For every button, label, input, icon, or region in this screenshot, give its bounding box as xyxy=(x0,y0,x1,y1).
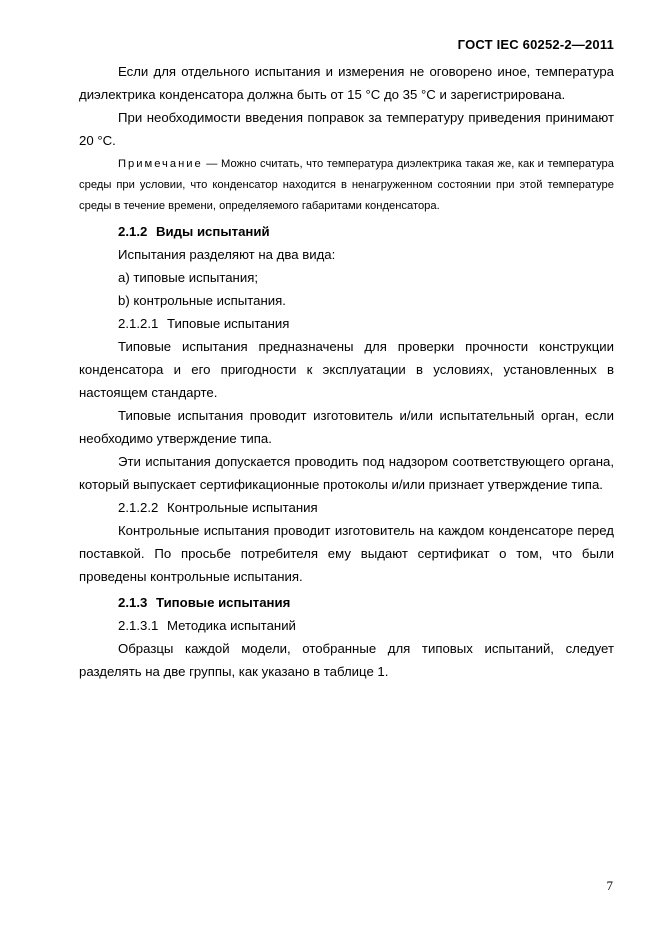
paragraph-temperature: Если для отдельного испытания и измерения не оговорено иное, температура диэлектрика конденсатора должна быть от 15 °С до 35 °С и зарегистрирована. xyxy=(79,64,614,102)
subsection-number: 2.1.3.1 xyxy=(118,618,159,633)
section-number: 2.1.2 xyxy=(118,224,148,239)
section-title: Виды испытаний xyxy=(156,224,270,239)
paragraph-type-tests-performer: Типовые испытания проводит изготовитель и/или испытательный орган, если необходимо утверждение типа. xyxy=(79,408,614,446)
section-heading-2-1-3 xyxy=(79,591,614,614)
paragraph-test-kinds-intro: Испытания разделяют на два вида: xyxy=(118,247,336,262)
section-heading-2-1-2 xyxy=(79,220,614,243)
section-title: Типовые испытания xyxy=(156,595,291,610)
paragraph-correction: При необходимости введения поправок за температуру приведения принимают 20 °С. xyxy=(79,110,614,148)
subsection-heading-2-1-2-2 xyxy=(79,496,614,519)
note-label: Примечание xyxy=(118,158,203,170)
subsection-title: Методика испытаний xyxy=(167,618,296,633)
document-body xyxy=(79,60,614,683)
note xyxy=(79,154,614,217)
list-item-type-tests: а) типовые испытания; xyxy=(118,270,259,285)
subsection-number: 2.1.2.2 xyxy=(118,500,159,515)
subsection-number: 2.1.2.1 xyxy=(118,316,159,331)
list-item-routine-tests: b) контрольные испытания. xyxy=(118,293,286,308)
document-header: ГОСТ IEC 60252-2—2011 xyxy=(457,37,614,52)
paragraph-type-tests-purpose: Типовые испытания предназначены для проверки прочности конструкции конденсатора и его пригодности к эксплуатации в условиях, установленных в настоящем стандарте. xyxy=(79,339,614,400)
paragraph-sample-groups: Образцы каждой модели, отобранные для типовых испытаний, следует разделять на две группы, как указано в таблице 1. xyxy=(79,641,614,679)
subsection-title: Типовые испытания xyxy=(167,316,290,331)
subsection-title: Контрольные испытания xyxy=(167,500,318,515)
paragraph-type-tests-supervision: Эти испытания допускается проводить под надзором соответствующего органа, который выпускает сертификационные протоколы и/или признает утверждение типа. xyxy=(79,454,614,492)
section-number: 2.1.3 xyxy=(118,595,148,610)
note-text: — Можно считать, что температура диэлектрика такая же, как и температура среды при условии, что конденсатор находится в ненагруженном состоянии при этой температуре среды в течение времени, определяемого габаритами конденсатора. xyxy=(79,158,614,212)
subsection-heading-2-1-3-1 xyxy=(79,614,614,637)
subsection-heading-2-1-2-1 xyxy=(79,312,614,335)
paragraph-routine-tests: Контрольные испытания проводит изготовитель на каждом конденсаторе перед поставкой. По просьбе потребителя ему выдают сертификат о том, что были проведены контрольные испытания. xyxy=(79,523,614,584)
page-number: 7 xyxy=(606,878,613,893)
